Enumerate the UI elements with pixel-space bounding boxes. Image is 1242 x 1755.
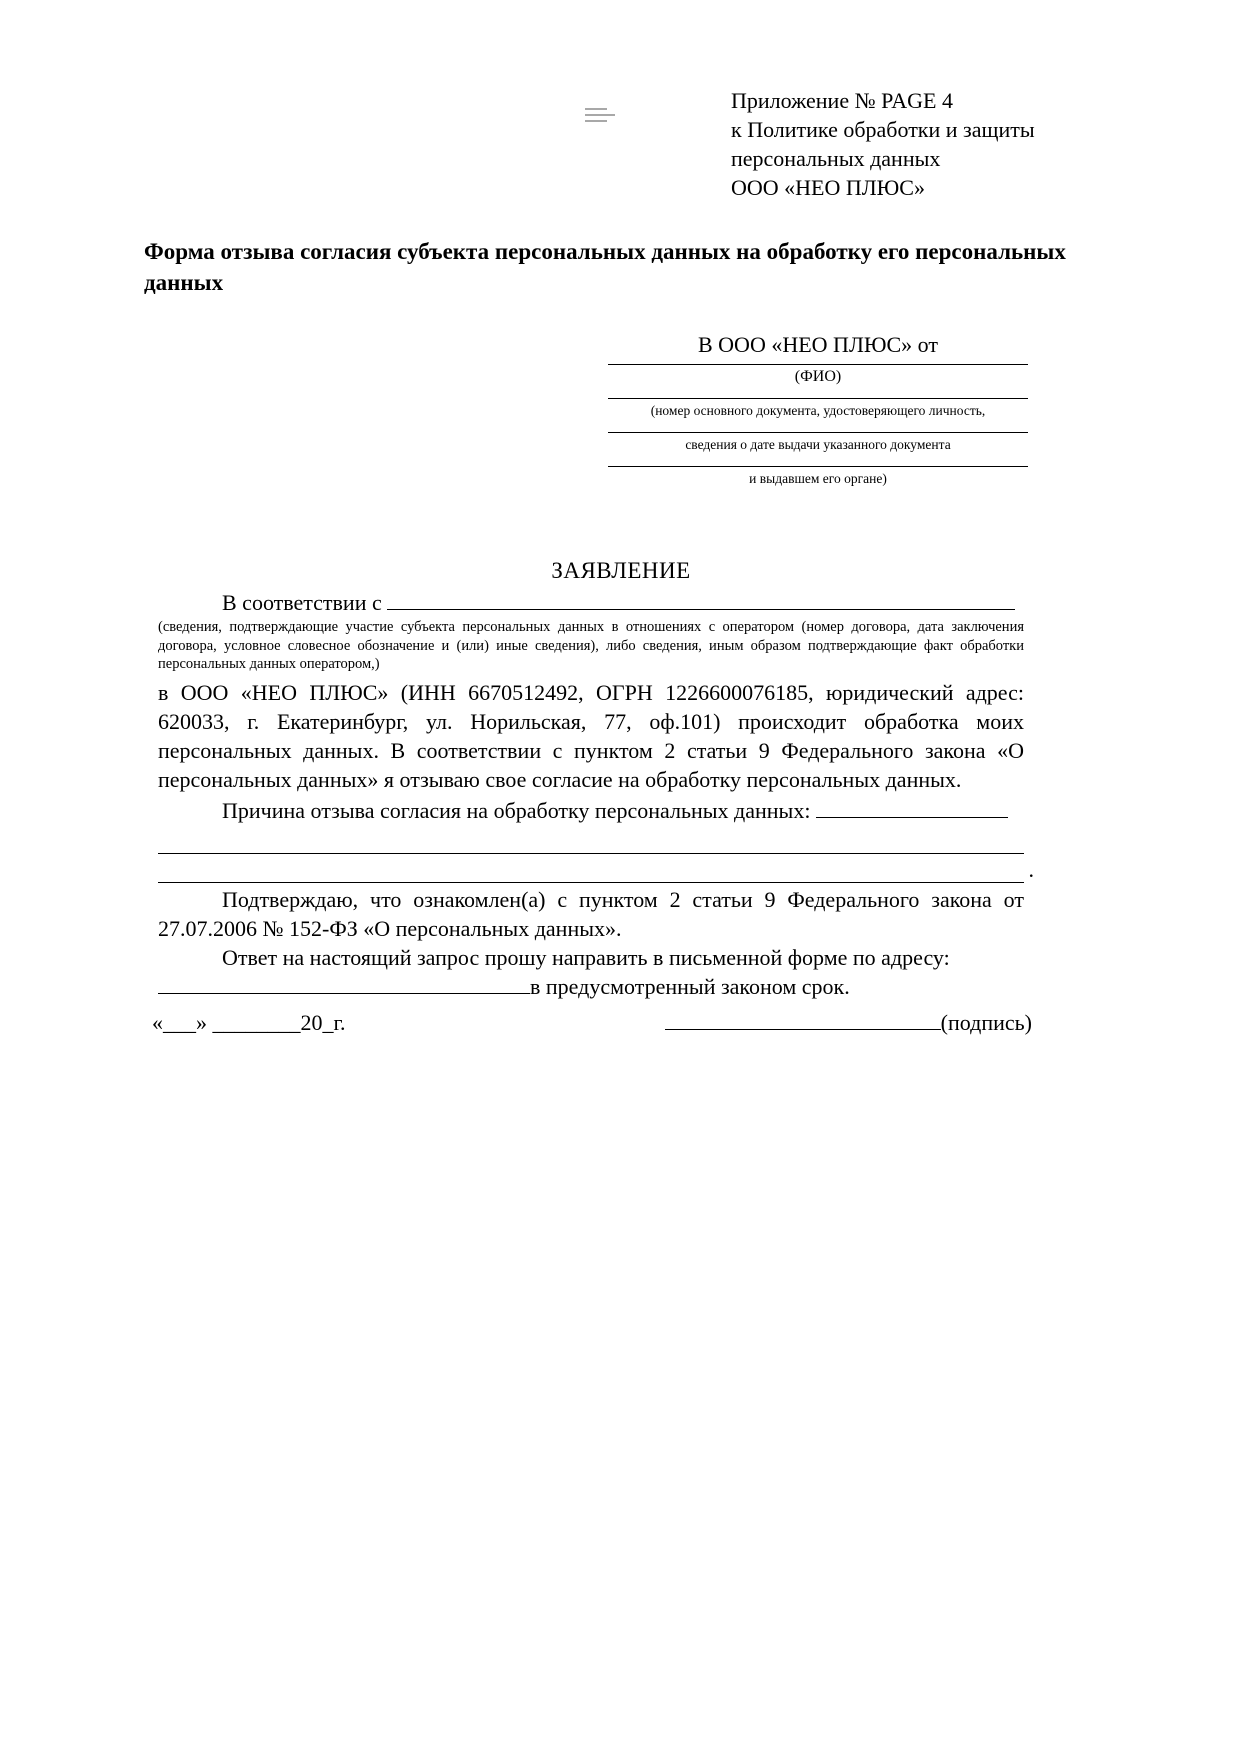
header-text-block [731,86,1205,202]
reason-label: Причина отзыва согласия на обработку персональных данных: [222,797,811,823]
document-date-caption: сведения о дате выдачи указанного документа [685,437,951,452]
page-title: Форма отзыва согласия субъекта персональных данных на обработку его персональных данных [144,239,1066,295]
document-number-caption: (номер основного документа, удостоверяющего личность, [650,403,986,418]
document-body [158,588,1034,1001]
confirm-paragraph: Подтверждаю, что ознакомлен(а) с пунктом 2 статьи 9 Федерального закона от 27.07.2006 № 152-ФЗ «О персональных данных». [158,886,1024,941]
address-line [158,972,1024,1001]
document-organ-caption: и выдавшем его органе) [749,471,887,486]
compliance-line [158,588,1024,617]
header-line-policy: к Политике обработки и защиты [731,117,1035,142]
compliance-input-line[interactable] [387,589,1015,610]
date-field[interactable]: «___» ________20_г. [152,1010,346,1035]
signature-caption: (подпись) [940,1010,1032,1035]
addressee-block [608,332,1028,488]
header-line-personal-data: персональных данных [731,146,941,171]
header-line-company: ООО «НЕО ПЛЮС» [731,175,925,200]
reason-input-line-3[interactable] [158,854,1034,883]
signature-input-line[interactable] [665,1011,941,1030]
main-paragraph: в ООО «НЕО ПЛЮС» (ИНН 6670512492, ОГРН 1226600076185, юридический адрес: 620033, г. Екатеринбург, ул. Норильская, 77, оф.101) происходит обработка моих персональных данных. В соответствии с пунктом 2 статьи 9 Федерального закона «О персональных данных» я отзываю свое согласие на обработку персональных данных. [158,679,1024,792]
signature-field[interactable] [665,1010,1032,1036]
reason-end-dot: . [1028,856,1034,882]
address-input-line[interactable] [158,973,530,994]
reason-input-line-1[interactable] [816,797,1008,818]
page-break-mark-icon [585,108,623,130]
document-header [0,86,1242,202]
compliance-note: (сведения, подтверждающие участие субъекта персональных данных в отношениях с оператором (номер договора, дата заключения договора, условное словесное обозначение и (или) иные сведения), либо сведения, иным образом подтверждающие факт обработки персональных данных оператором,) [158,619,1024,672]
address-tail: в предусмотренный законом срок. [530,973,850,999]
statement-heading: ЗАЯВЛЕНИЕ [551,558,691,583]
header-line-appendix: Приложение № PAGE 4 [731,88,953,113]
answer-paragraph: Ответ на настоящий запрос прошу направить в письменной форме по адресу: [222,944,950,970]
reason-input-line-2[interactable] [158,825,1024,854]
reason-line [158,796,1024,825]
addressee-to-line: В ООО «НЕО ПЛЮС» от [698,332,938,357]
fio-caption: (ФИО) [794,368,842,385]
compliance-label: В соответствии с [222,590,382,615]
